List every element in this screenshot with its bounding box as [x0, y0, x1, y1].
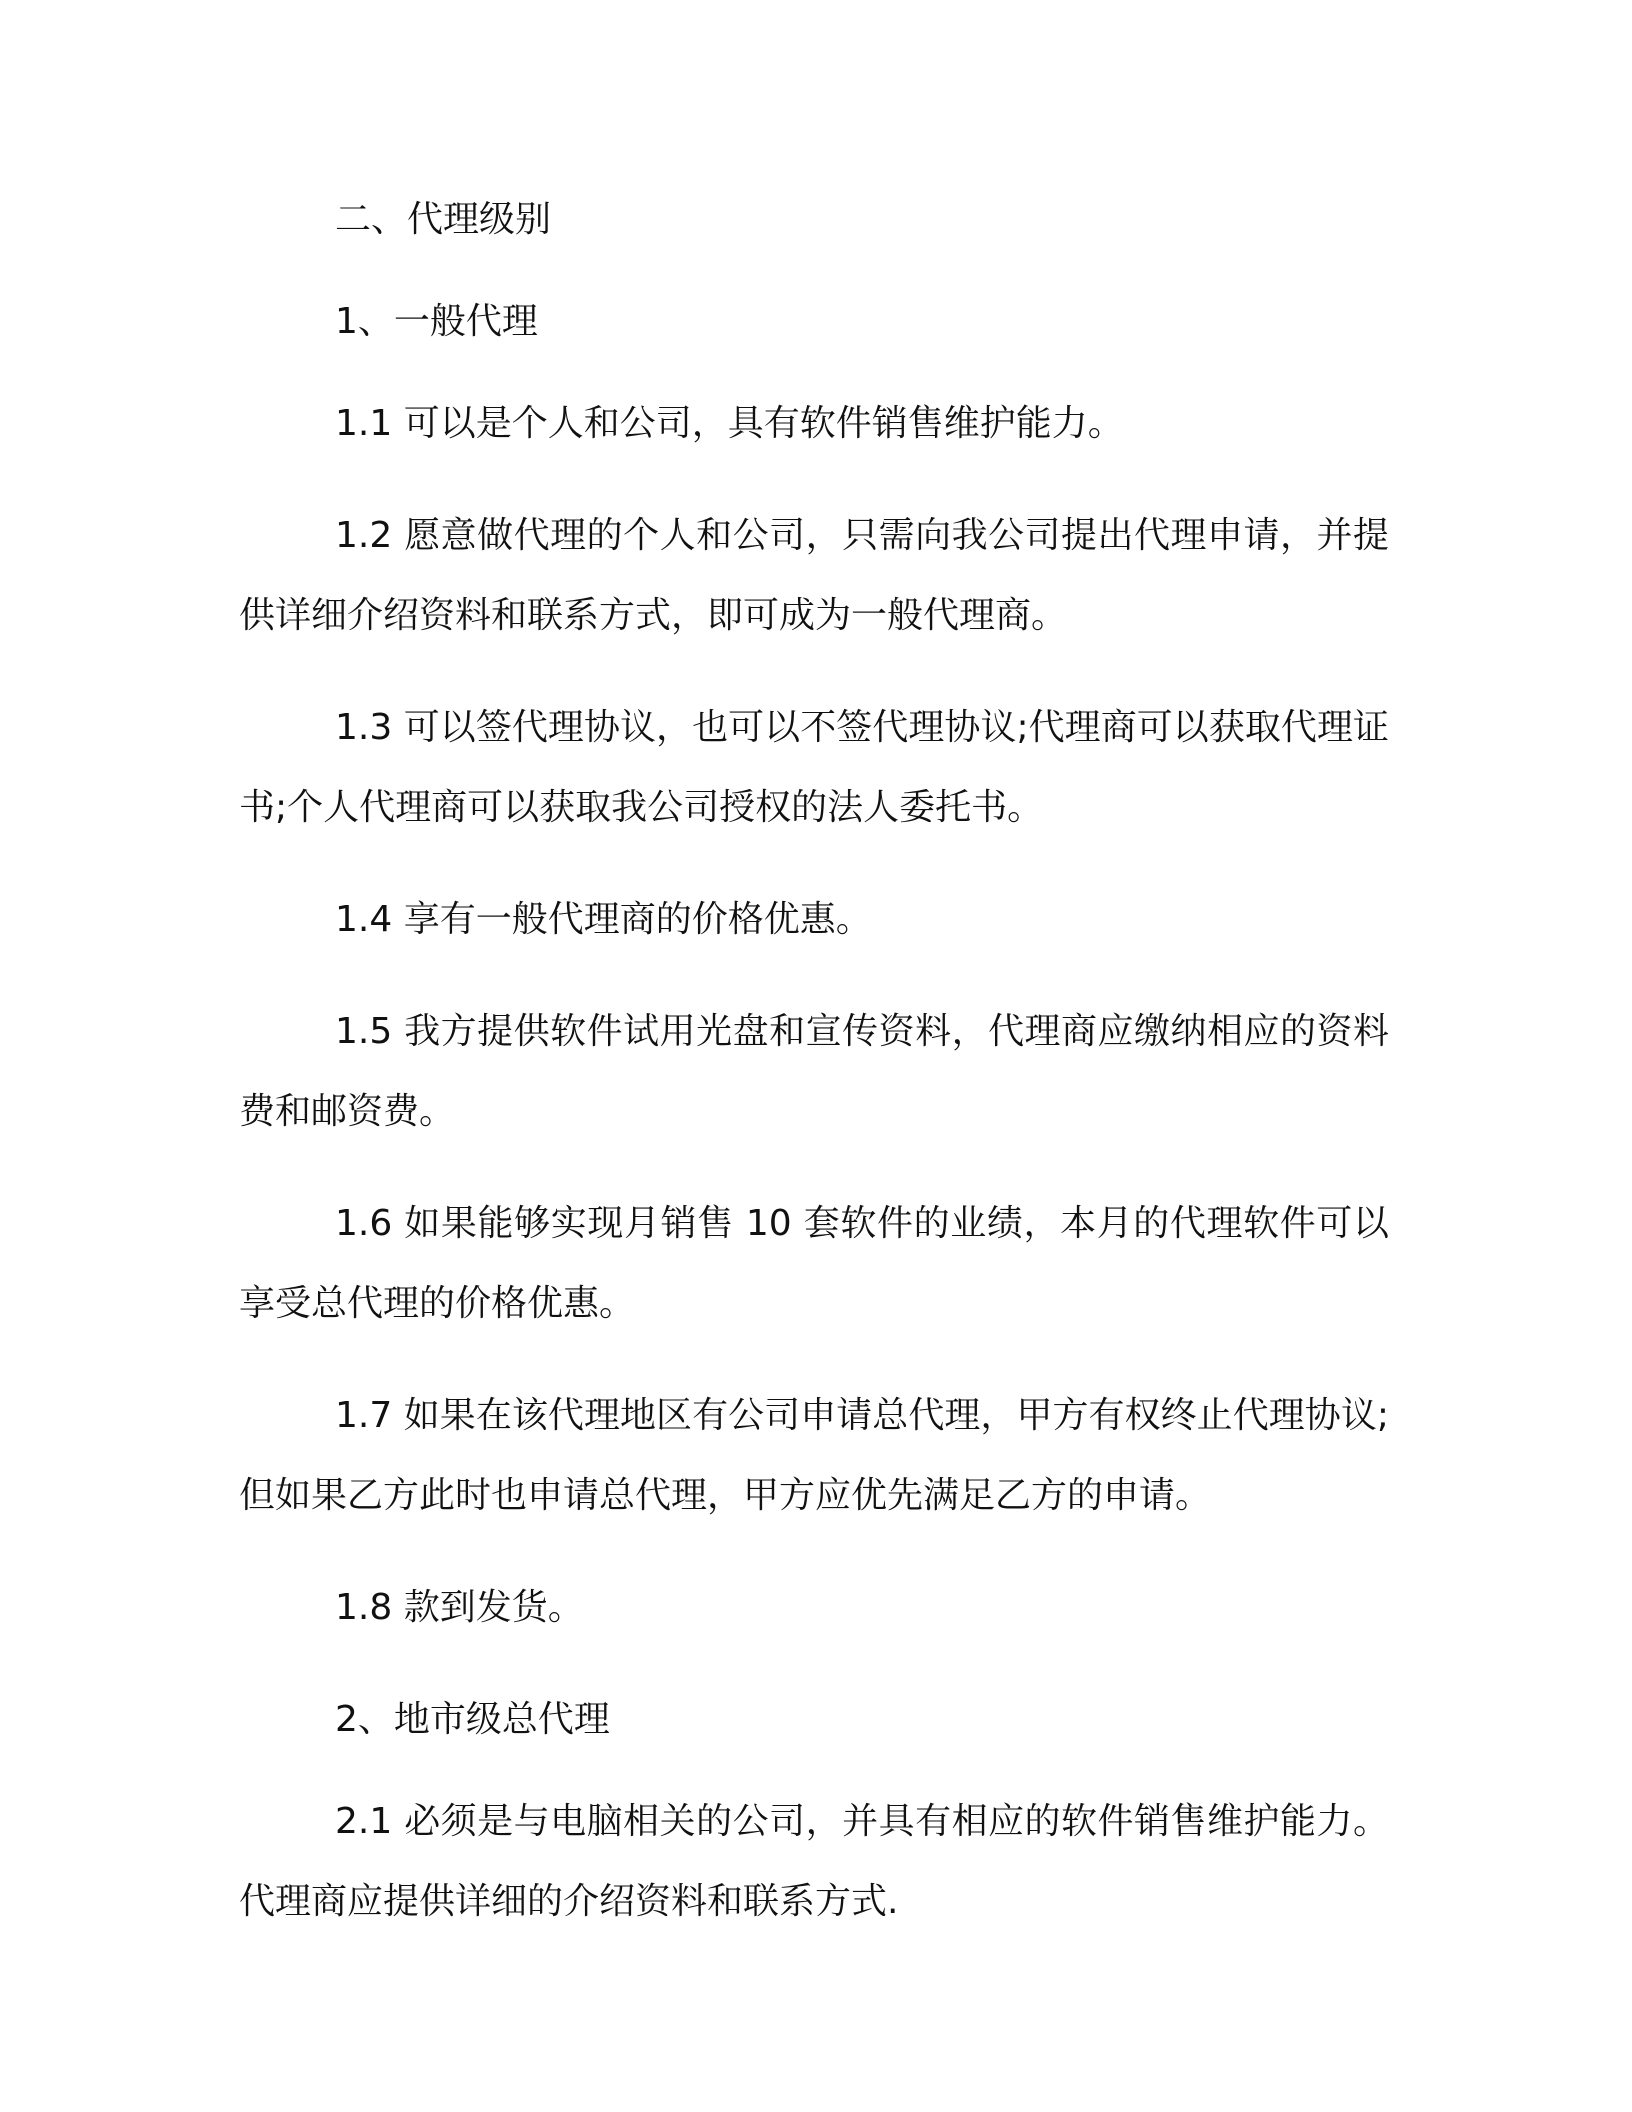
clause-1-8: 1.8 款到发货。: [335, 1587, 584, 1628]
clause-1-7: 1.7 如果在该代理地区有公司申请总代理，甲方有权终止代理协议;但如果乙方此时也申请总代理，甲方应优先满足乙方的申请。: [239, 1395, 1389, 1516]
clause-1-4: 1.4 享有一般代理商的价格优惠。: [335, 899, 872, 940]
clause-1-5: 1.5 我方提供软件试用光盘和宣传资料，代理商应缴纳相应的资料费和邮资费。: [239, 1011, 1389, 1132]
clause-1-1: 1.1 可以是个人和公司，具有软件销售维护能力。: [335, 403, 1124, 444]
clause-1-2: 1.2 愿意做代理的个人和公司，只需向我公司提出代理申请，并提供详细介绍资料和联系方式，即可成为一般代理商。: [239, 515, 1389, 636]
subsection-heading: 2、地市级总代理: [335, 1699, 610, 1740]
section-heading: 二、代理级别: [335, 199, 552, 240]
subsection-heading: 1、一般代理: [335, 301, 538, 342]
clause-2-1: 2.1 必须是与电脑相关的公司，并具有相应的软件销售维护能力。代理商应提供详细的介绍资料和联系方式.: [239, 1801, 1389, 1922]
clause-1-6: 1.6 如果能够实现月销售 10 套软件的业绩，本月的代理软件可以享受总代理的价格优惠。: [239, 1203, 1389, 1324]
document-body: [239, 180, 1389, 1974]
clause-1-3: 1.3 可以签代理协议，也可以不签代理协议;代理商可以获取代理证书;个人代理商可以获取我公司授权的法人委托书。: [239, 707, 1389, 828]
